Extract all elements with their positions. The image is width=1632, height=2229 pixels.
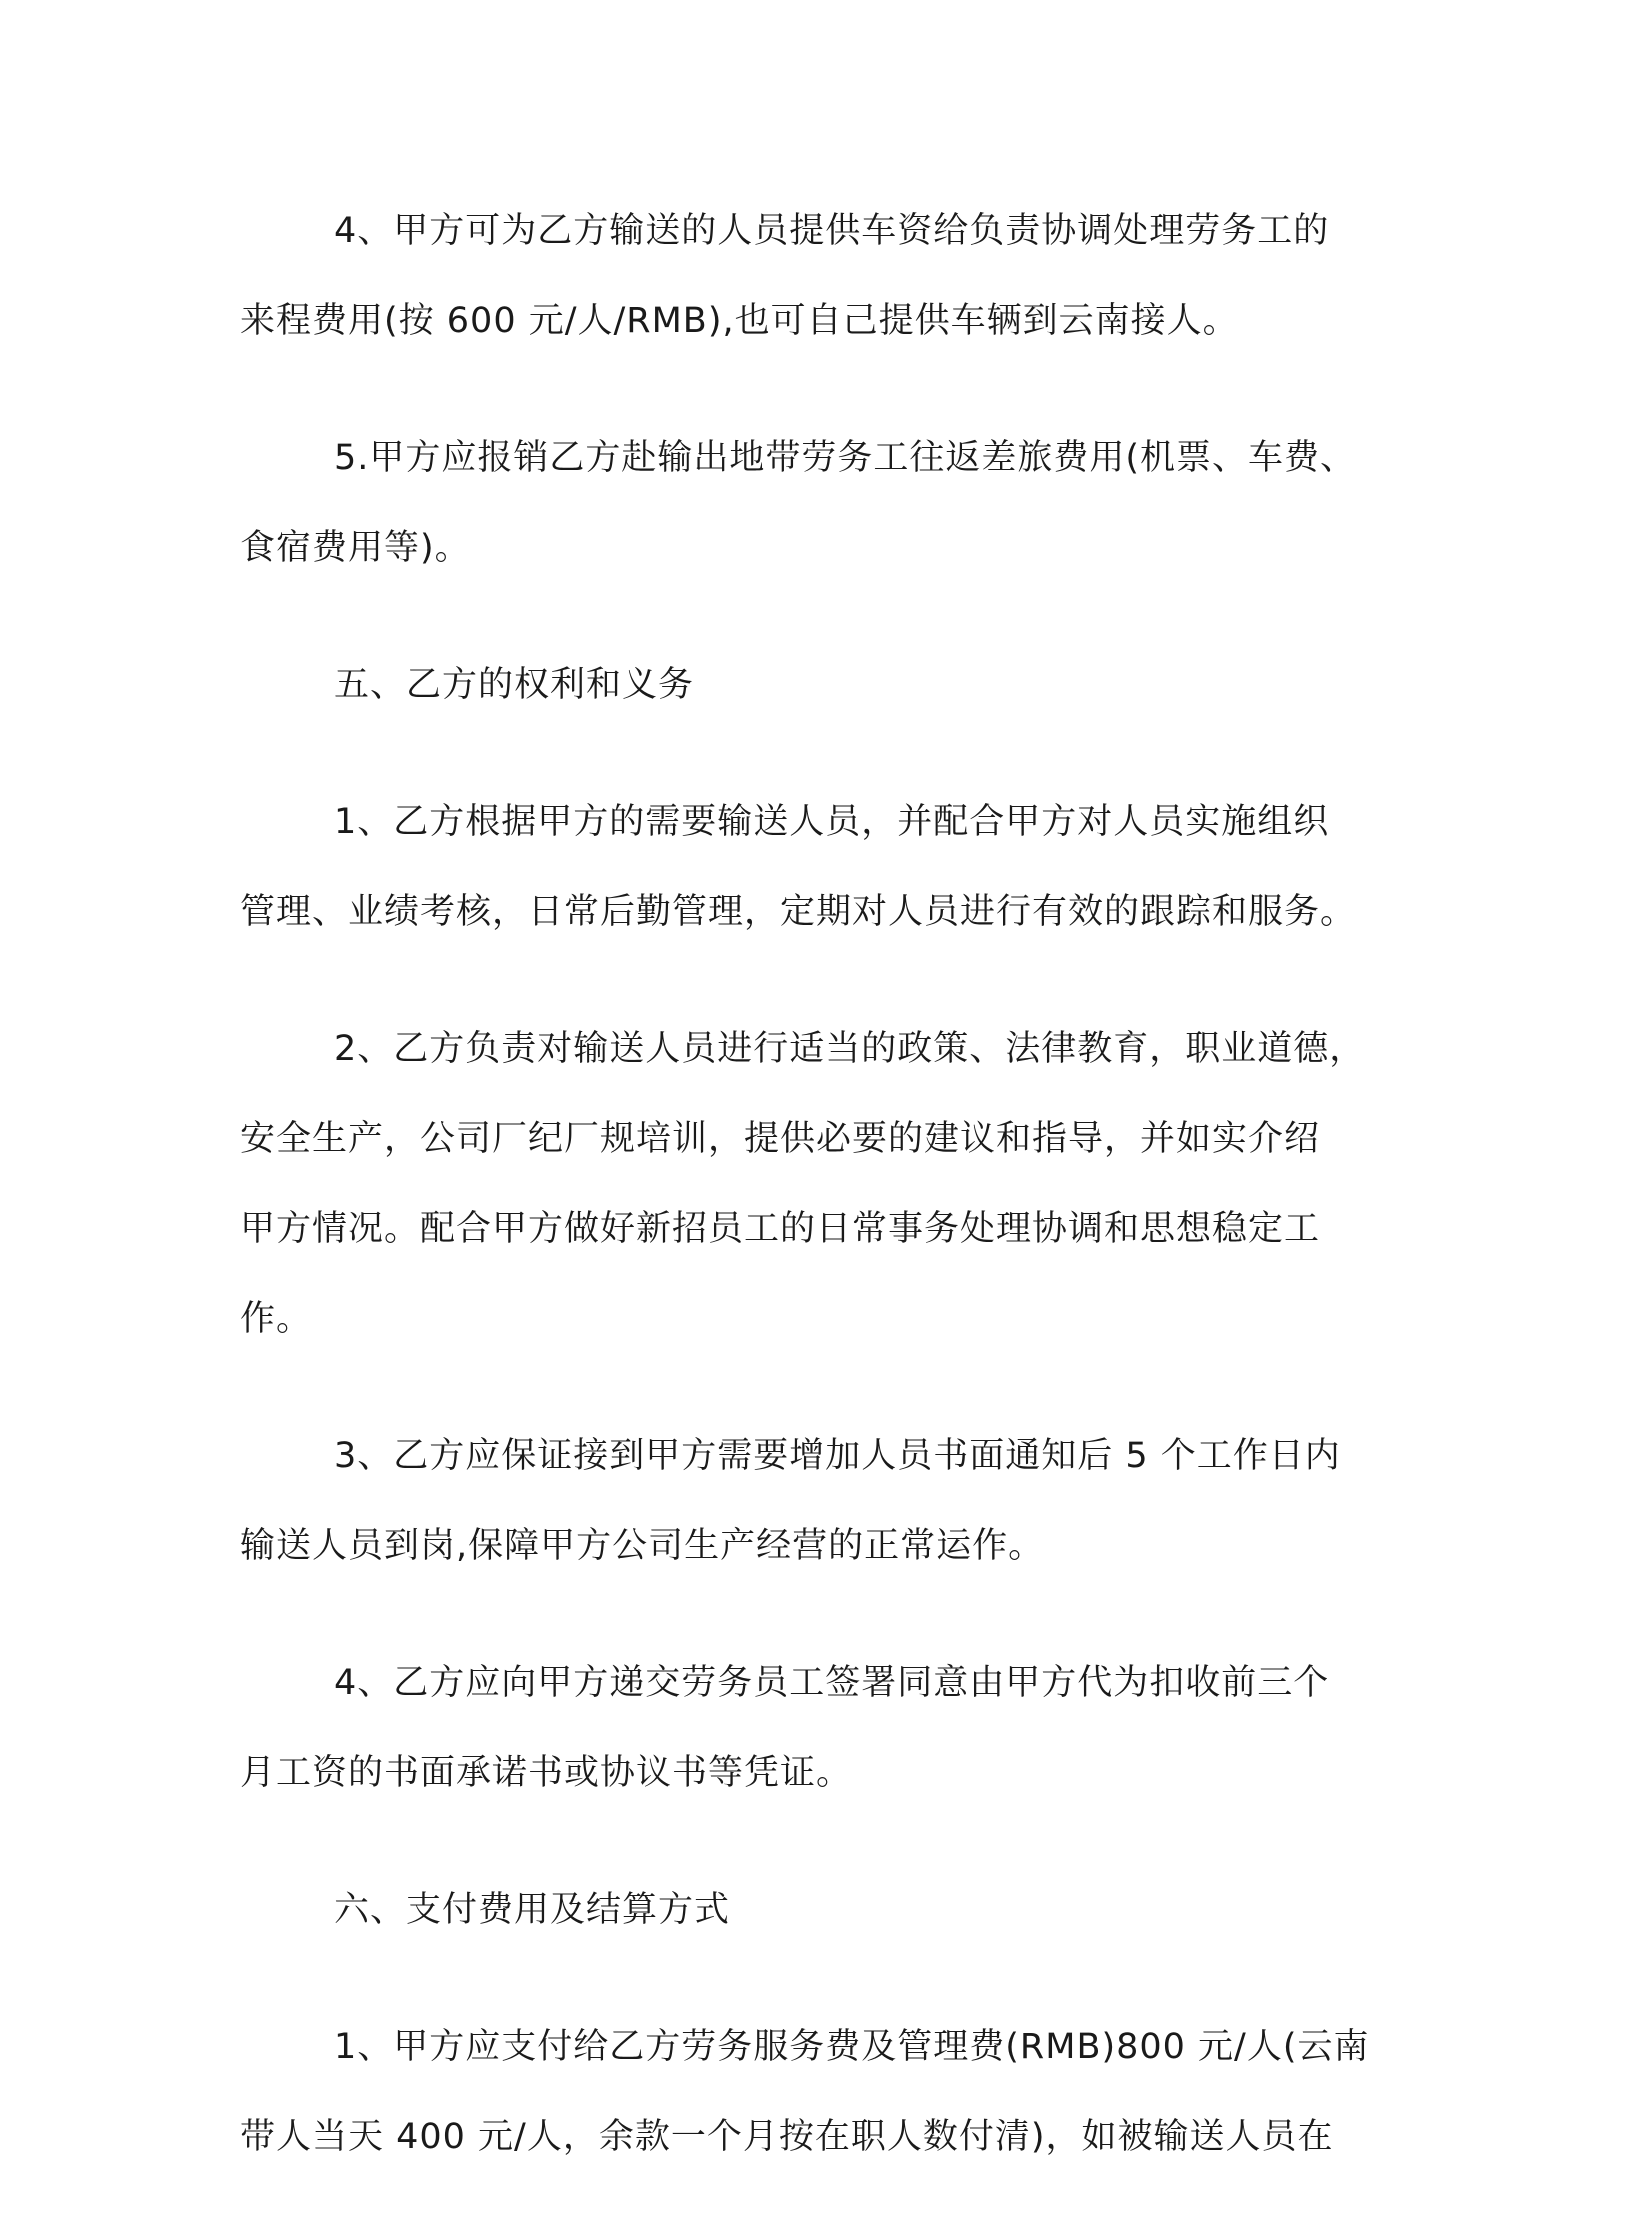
paragraph-jia-5 bbox=[240, 413, 1386, 593]
section-heading-text: 六、支付费用及结算方式 bbox=[334, 1890, 731, 1930]
text-line: 1、甲方应支付给乙方劳务服务费及管理费(RMB)800 元/人(云南 bbox=[334, 2027, 1370, 2067]
text-line: 4、乙方应向甲方递交劳务员工签署同意由甲方代为扣收前三个 bbox=[334, 1663, 1330, 1703]
text-line: 食宿费用等)。 bbox=[240, 528, 471, 568]
text-line: 带人当天 400 元/人，余款一个月按在职人数付清)，如被输送人员在 bbox=[240, 2117, 1334, 2157]
text-line: 3、乙方应保证接到甲方需要增加人员书面通知后 5 个工作日内 bbox=[334, 1436, 1341, 1476]
text-line: 安全生产，公司厂纪厂规培训，提供必要的建议和指导，并如实介绍 bbox=[240, 1119, 1321, 1159]
text-line: 来程费用(按 600 元/人/RMB),也可自己提供车辆到云南接人。 bbox=[240, 301, 1239, 341]
text-line: 2、乙方负责对输送人员进行适当的政策、法律教育，职业道德， bbox=[334, 1029, 1366, 1069]
text-line: 管理、业绩考核，日常后勤管理，定期对人员进行有效的跟踪和服务。 bbox=[240, 892, 1357, 932]
paragraph-yi-3 bbox=[240, 1411, 1386, 1591]
text-line: 月工资的书面承诺书或协议书等凭证。 bbox=[240, 1753, 853, 1793]
paragraph-yi-2 bbox=[240, 1004, 1386, 1364]
section-heading-5 bbox=[240, 640, 1386, 730]
paragraph-yi-1 bbox=[240, 777, 1386, 957]
text-line: 甲方情况。配合甲方做好新招员工的日常事务处理协调和思想稳定工 bbox=[240, 1209, 1321, 1249]
section-heading-text: 五、乙方的权利和义务 bbox=[334, 665, 695, 705]
paragraph-pay-1 bbox=[240, 2002, 1386, 2182]
text-line: 作。 bbox=[240, 1299, 313, 1339]
paragraph-jia-4 bbox=[240, 186, 1386, 366]
document-body bbox=[240, 186, 1386, 2229]
text-line: 4、甲方可为乙方输送的人员提供车资给负责协调处理劳务工的 bbox=[334, 211, 1330, 251]
section-heading-6 bbox=[240, 1865, 1386, 1955]
text-line: 输送人员到岗,保障甲方公司生产经营的正常运作。 bbox=[240, 1526, 1045, 1566]
text-line: 1、乙方根据甲方的需要输送人员，并配合甲方对人员实施组织 bbox=[334, 802, 1330, 842]
text-line: 5.甲方应报销乙方赴输出地带劳务工往返差旅费用(机票、车费、 bbox=[334, 438, 1357, 478]
paragraph-yi-4 bbox=[240, 1638, 1386, 1818]
